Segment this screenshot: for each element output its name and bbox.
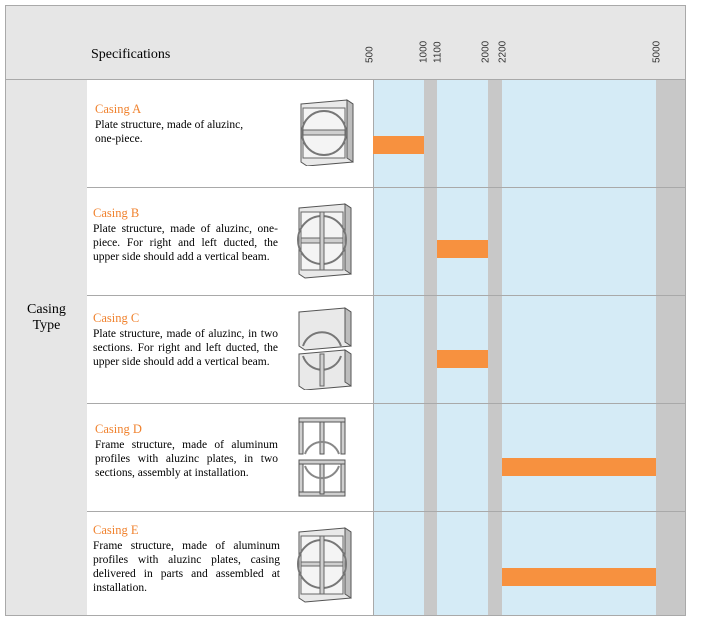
casing-type-label-line2: Type bbox=[32, 318, 61, 333]
scale-tick-label: 1100 bbox=[432, 41, 444, 63]
range-bar-casing-c bbox=[437, 350, 488, 368]
casing-row-c bbox=[87, 296, 371, 403]
range-bar-casing-a bbox=[373, 136, 424, 154]
side-column bbox=[6, 79, 87, 615]
range-bar-casing-e bbox=[502, 568, 656, 586]
casing-row-b bbox=[87, 188, 371, 295]
casing-name: Casing D bbox=[95, 422, 142, 436]
scale-tick-label: 2000 bbox=[480, 40, 492, 63]
scale-tick-label: 1000 bbox=[418, 40, 430, 63]
scale-tick-label: 2200 bbox=[497, 40, 509, 63]
scale-tick-label: 500 bbox=[364, 46, 376, 63]
description-column-divider bbox=[373, 79, 374, 615]
range-band-1100-2000 bbox=[437, 79, 488, 615]
scale-tick bbox=[432, 14, 444, 74]
specifications-heading: Specifications bbox=[91, 47, 171, 62]
scale-tick bbox=[418, 14, 430, 74]
range-band-500-1000 bbox=[373, 79, 424, 615]
casing-description: Frame structure, made of aluminum profiles with aluzinc plates, in two sections, assembly at installation. bbox=[95, 439, 278, 479]
two-section-plate-casing-icon bbox=[293, 306, 355, 390]
table-header bbox=[6, 6, 685, 79]
casing-name: Casing A bbox=[95, 102, 142, 116]
casing-type-label-line1: Casing bbox=[27, 302, 66, 317]
range-band-2000-2200 bbox=[488, 79, 502, 615]
range-band-1000-1100 bbox=[424, 79, 437, 615]
range-band-over-5000 bbox=[656, 79, 685, 615]
scale-tick bbox=[651, 14, 663, 74]
casing-description: Frame structure, made of aluminum profiles with aluzinc plates, casing delivered in parts and assembled at installation. bbox=[93, 540, 280, 594]
casing-type-label bbox=[6, 302, 87, 334]
two-section-frame-casing-icon bbox=[293, 414, 355, 498]
casing-row-a bbox=[87, 80, 371, 187]
casing-description: Plate structure, made of aluzinc, in two sections. For right and left ducted, the upper side should add a vertical beam. bbox=[93, 328, 278, 368]
scale-tick bbox=[480, 14, 492, 74]
casing-name: Casing E bbox=[93, 523, 139, 537]
casing-spec-table bbox=[5, 5, 686, 616]
casing-row-e bbox=[87, 512, 371, 615]
casing-description: Plate structure, made of aluzinc, one-piece. bbox=[95, 119, 244, 145]
one-piece-plate-casing-beam-icon bbox=[293, 200, 355, 280]
casing-row-d bbox=[87, 404, 371, 511]
casing-name: Casing C bbox=[93, 311, 140, 325]
scale-tick bbox=[364, 14, 376, 74]
scale-tick bbox=[497, 14, 509, 74]
frame-casing-parts-icon bbox=[293, 524, 355, 604]
scale-tick-label: 5000 bbox=[651, 40, 663, 63]
range-bar-casing-b bbox=[437, 240, 488, 258]
casing-description: Plate structure, made of aluzinc, one-piece. For right and left ducted, the upper side should add a vertical beam. bbox=[93, 223, 278, 263]
range-bar-casing-d bbox=[502, 458, 656, 476]
one-piece-plate-casing-icon bbox=[295, 96, 357, 166]
range-band-2200-5000 bbox=[502, 79, 656, 615]
casing-name: Casing B bbox=[93, 206, 140, 220]
